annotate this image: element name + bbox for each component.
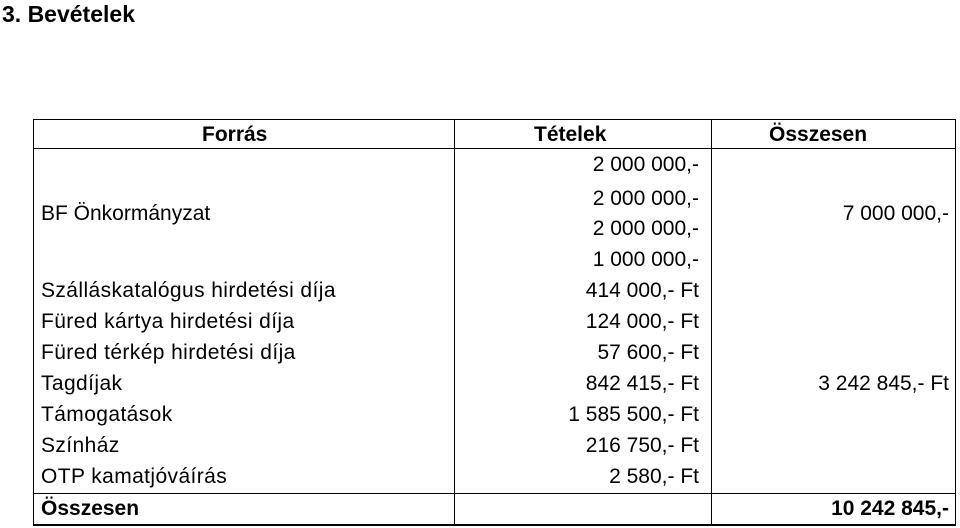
item-value: 124 000,- Ft (585, 310, 699, 333)
source-row: Füred kártya hirdetési díja (41, 310, 295, 333)
header-source: Forrás (202, 123, 268, 146)
column-divider-source (454, 120, 455, 524)
source-row: Támogatások (41, 403, 173, 426)
item-value: 57 600,- Ft (597, 341, 699, 364)
header-items: Tételek (534, 123, 607, 146)
source-row: Szálláskatalógus hirdetési díja (41, 279, 336, 302)
item-value: 216 750,- Ft (585, 434, 699, 457)
header-total: Összesen (769, 123, 868, 146)
item-value: 1 000 000,- (592, 248, 699, 271)
item-value: 2 580,- Ft (609, 465, 699, 488)
source-row: Színház (41, 434, 120, 457)
column-divider-items (711, 120, 712, 524)
footer-label: Összesen (41, 497, 140, 520)
source-row: Füred térkép hirdetési díja (41, 341, 296, 364)
item-value: 1 585 500,- Ft (568, 403, 699, 426)
grand-total: 10 242 845,- (831, 497, 949, 520)
group2-total: 3 242 845,- Ft (818, 372, 949, 395)
group1-total: 7 000 000,- (842, 202, 949, 225)
item-value: 2 000 000,- (592, 153, 699, 176)
item-value: 842 415,- Ft (585, 372, 699, 395)
section-title: 3. Bevételek (2, 1, 135, 27)
revenue-table (33, 119, 956, 526)
item-value: 2 000 000,- (592, 217, 699, 240)
source-row: Tagdíjak (41, 372, 123, 395)
item-value: 2 000 000,- (592, 187, 699, 210)
item-value: 414 000,- Ft (585, 279, 699, 302)
source-row: OTP kamatjóváírás (41, 465, 228, 488)
source-bf-onkormanyzat: BF Önkormányzat (41, 202, 211, 225)
row-divider-footer (34, 493, 955, 494)
